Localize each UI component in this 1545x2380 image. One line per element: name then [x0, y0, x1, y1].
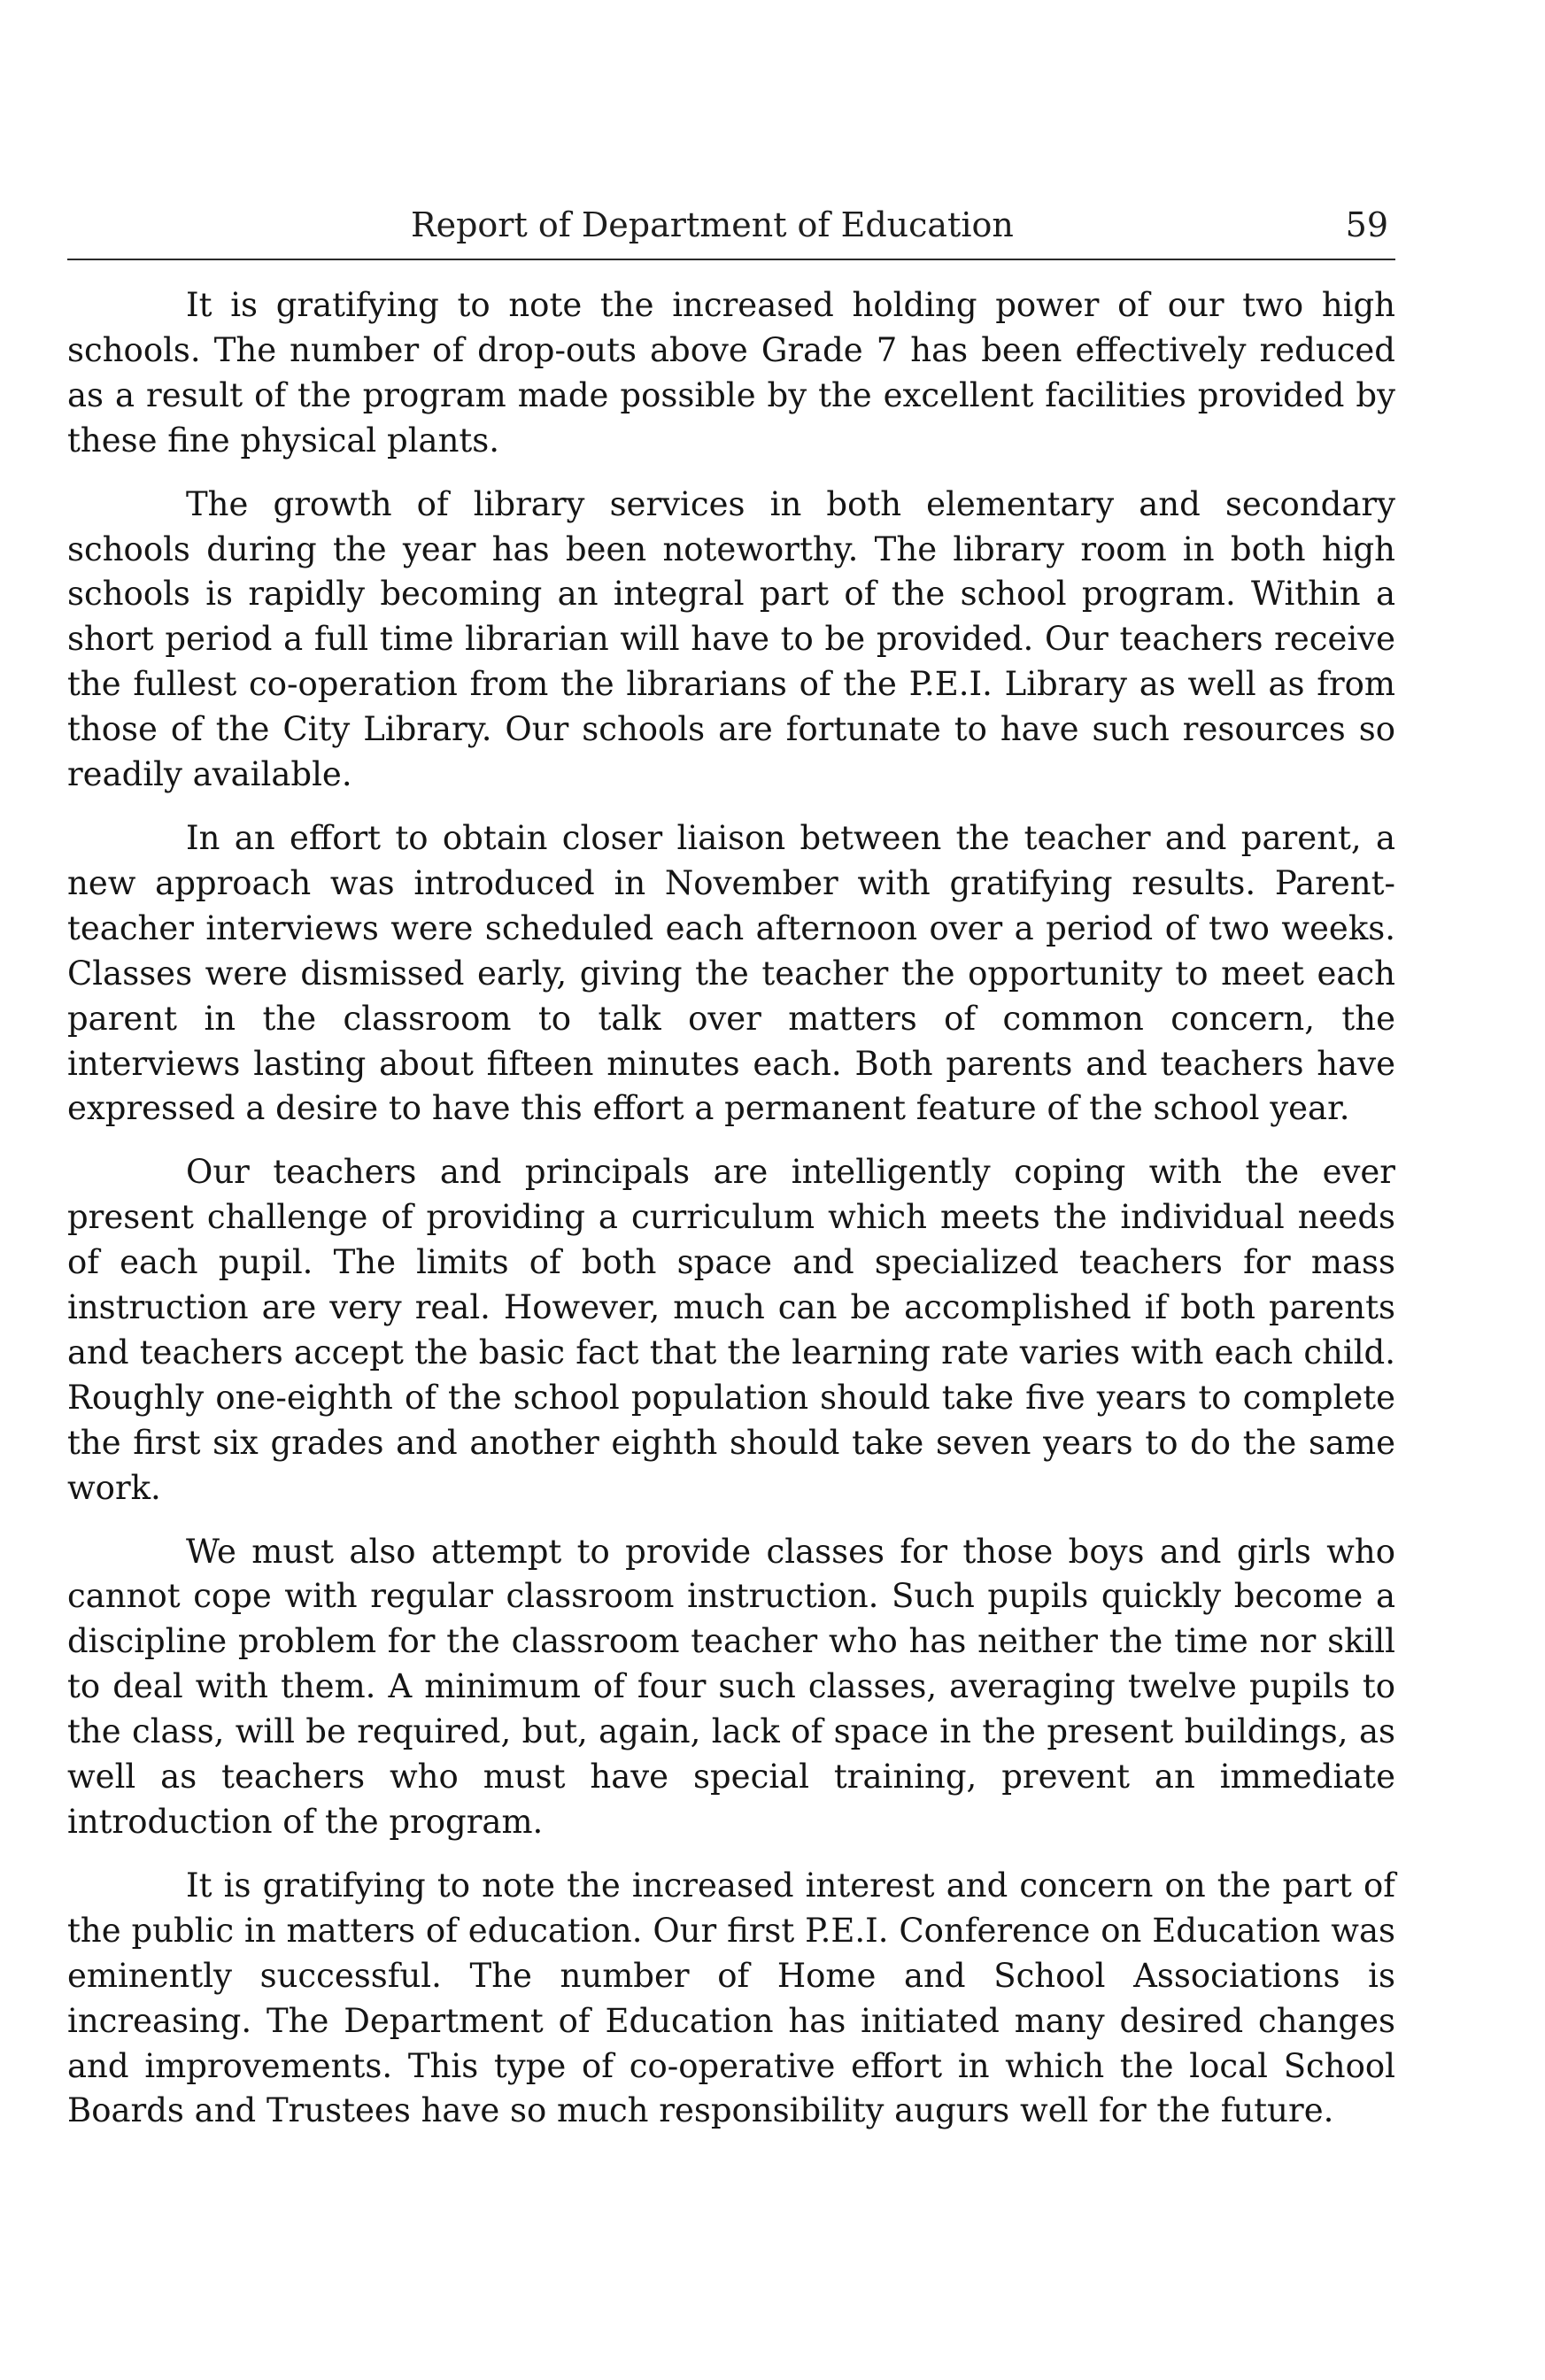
paragraph-special-classes: We must also attempt to provide classes for those boys and girls who cannot cope with regular classroom instruction. Such pupils quickly become a discipline problem for the classroom teacher who has neither the time nor skill to deal with them. A minimum of four such classes, averaging twelve pupils to the class, will be required, but, again, lack of space in the present buildings, as well as teachers who must have special training, prevent an immediate introduction of the program.	[67, 1532, 1395, 1841]
running-header	[67, 200, 1395, 255]
paragraph-library-services: The growth of library services in both elementary and secondary schools during the year has been noteworthy. The library room in both high schools is rapidly becoming an integral part of the school program. Within a short period a full time librarian will have to be provided. Our teachers receive the fullest co-operation from the librarians of the P.E.I. Library as well as from those of the City Library. Our schools are fortunate to have such resources so readily available.	[67, 484, 1395, 794]
paragraph-holding-power: It is gratifying to note the increased holding power of our two high schools. The number of drop-outs above Grade 7 has been effectively reduced as a result of the program made possible by the excellent facilities provided by these fine physical plants.	[67, 286, 1395, 460]
body-text	[67, 283, 1395, 2152]
header-title: Report of Department of Education	[411, 205, 1014, 244]
page-number: 59	[1345, 205, 1388, 244]
paragraph-curriculum: Our teachers and principals are intelligently coping with the ever present challenge of providing a curriculum which meets the individual needs of each pupil. The limits of both space and specialized teachers for mass instruction are very real. However, much can be accomplished if both parents and teachers accept the basic fact that the learning rate varies with each child. Roughly one-eighth of the school population should take five years to complete the first six grades and another eighth should take seven years to do the same work.	[67, 1153, 1395, 1507]
paragraph-public-interest: It is gratifying to note the increased interest and concern on the part of the public in matters of education. Our first P.E.I. Conference on Education was eminently successful. The number of Home and School Associations is increasing. The Department of Education has initiated many desired changes and improvements. This type of co-operative effort in which the local School Boards and Trustees have so much responsibility augurs well for the future.	[67, 1866, 1395, 2130]
header-rule	[67, 259, 1395, 260]
paragraph-parent-teacher: In an effort to obtain closer liaison between the teacher and parent, a new approach was introduced in November with gratifying results. Parent-teacher interviews were scheduled each afternoon over a period of two weeks. Classes were dismissed early, giving the teacher the opportunity to meet each parent in the classroom to talk over matters of common concern, the interviews lasting about fifteen minutes each. Both parents and teachers have expressed a desire to have this effort a permanent feature of the school year.	[67, 818, 1395, 1128]
